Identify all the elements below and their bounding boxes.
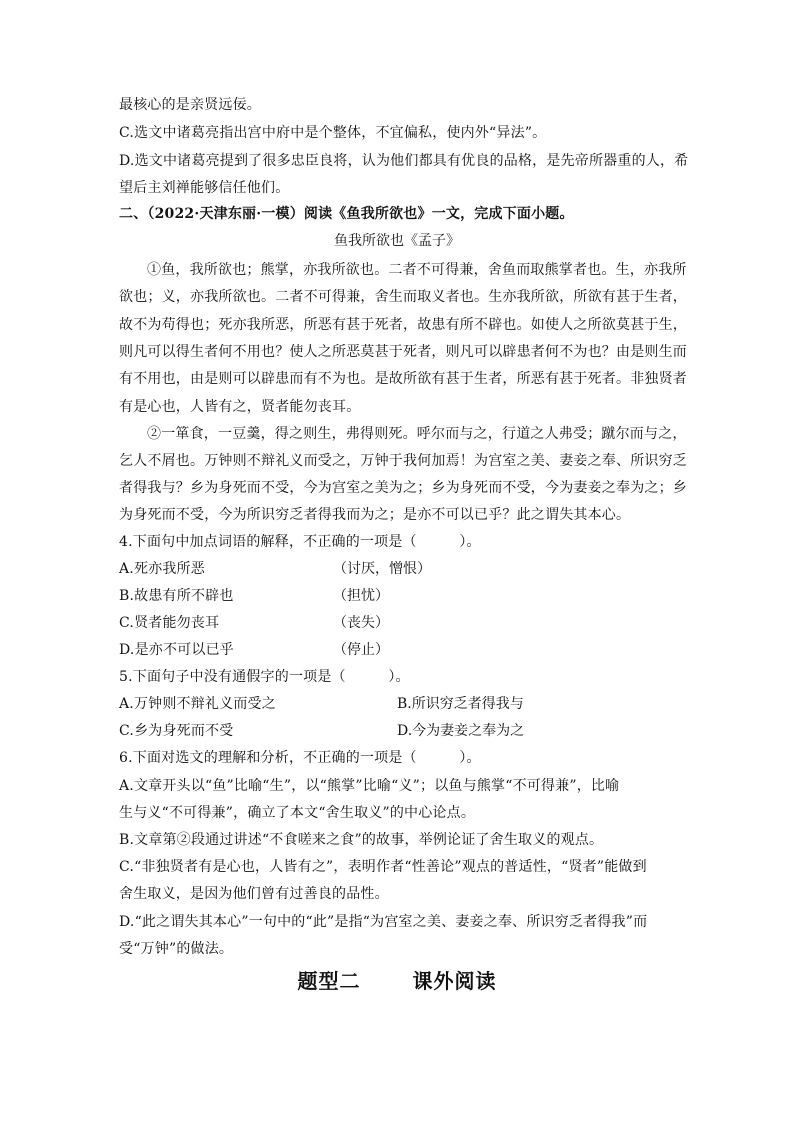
question-5-stem: 5.下面句子中没有通假字的一项是（ ）。 xyxy=(119,669,410,685)
question-6-option-d-line1: D.“此之谓失其本心”一句中的“此”是指“为宫室之美、妻妾之奉、所识穷乏者得我”而 xyxy=(119,914,648,930)
question-4-option-a-note: （讨厌，憎恨） xyxy=(333,561,431,577)
question-5-option-d: D.今为妻妾之奉为之 xyxy=(397,723,525,739)
prev-option-d-line1: D.选文中诸葛亮提到了很多忠臣良将，认为他们都具有优良的品格，是先帝所器重的人，希 xyxy=(119,153,689,169)
question-6-stem: 6.下面对选文的理解和分析，不正确的一项是（ ）。 xyxy=(119,750,481,766)
question-6-option-a-line2: 生与义“不可得兼”，确立了本文“舍生取义”的中心论点。 xyxy=(119,805,476,821)
prev-option-d-line2: 望后主刘禅能够信任他们。 xyxy=(119,180,290,196)
question-5-option-c: C.乡为身死而不受 xyxy=(119,723,234,739)
prev-option-c: C.选文中诸葛亮指出宫中府中是个整体，不宜偏私，使内外“异法”。 xyxy=(119,125,547,141)
question-4-option-d-note: （停止） xyxy=(333,642,389,658)
question-4-option-a: A.死亦我所恶 xyxy=(119,561,205,577)
section-title xyxy=(0,967,794,995)
question-5-option-a: A.万钟则不辩礼义而受之 xyxy=(119,696,276,712)
prev-option-b-continued: 最核心的是亲贤远佞。 xyxy=(119,97,261,113)
question-6-option-b: B.文章第②段通过讲述“不食嗟来之食”的故事，举例论证了舍生取义的观点。 xyxy=(119,832,604,848)
section-title-part2: 课外阅读 xyxy=(412,969,497,993)
section-title-part1: 题型二 xyxy=(297,969,361,993)
question-6-option-c-line1: C.“非独贤者有是心也，人皆有之”，表明作者“性善论”观点的普适性，“贤者”能做到 xyxy=(119,859,647,875)
question-4-option-c: C.贤者能勿丧耳 xyxy=(119,615,220,631)
passage-para2-line: 为身死而不受，今为所识穷乏者得我而为之；是亦不可以已乎？此之谓失其本心。 xyxy=(119,507,631,523)
passage-para1-line: 欲也；义，亦我所欲也。二者不可得兼，舍生而取义者也。生亦我所欲，所欲有甚于生者， xyxy=(119,289,687,305)
question-4-option-b-note: （担忧） xyxy=(333,588,389,604)
question-6-option-a-line1: A.文章开头以“鱼”比喻“生”，以“熊掌”比喻“义”；以鱼与熊掌“不可得兼”，比喻 xyxy=(119,778,620,794)
question-4-option-b: B.故患有所不辟也 xyxy=(119,588,234,604)
passage-para1-line: 有不用也，由是则可以辟患而有不为也。是故所欲有甚于生者，所恶有甚于死者。非独贤者 xyxy=(119,371,687,387)
passage-para2-line: 乞人不屑也。万钟则不辩礼义而受之，万钟于我何加焉！为宫室之美、妻妾之奉、所识穷乏 xyxy=(119,453,687,469)
passage-title: 鱼我所欲也《孟子》 xyxy=(334,233,460,249)
question-6-option-d-line2: 受“万钟”的做法。 xyxy=(119,941,234,957)
passage-para2-line: 者得我与？乡为身死而不受，今为宫室之美为之；乡为身死而不受，今为妻妾之奉为之；乡 xyxy=(119,480,687,496)
question-4-option-d: D.是亦不可以已乎 xyxy=(119,642,234,658)
question-4-option-c-note: （丧失） xyxy=(333,615,389,631)
question-4-stem: 4.下面句中加点词语的解释，不正确的一项是（ ）。 xyxy=(119,534,481,550)
passage-para1-line: 则凡可以得生者何不用也？使人之所恶莫甚于死者，则凡可以辟患者何不为也？由是则生而 xyxy=(119,344,687,360)
passage-para1-line: ①鱼，我所欲也；熊掌，亦我所欲也。二者不可得兼，舍鱼而取熊掌者也。生，亦我所 xyxy=(147,262,687,278)
passage-para1-line: 有是心也，人皆有之，贤者能勿丧耳。 xyxy=(119,399,361,415)
section-heading-reading: 二、（2022·天津东丽·一模）阅读《鱼我所欲也》一文，完成下面小题。 xyxy=(119,206,574,222)
passage-para2-line: ②一箪食，一豆羹，得之则生，弗得则死。呼尔而与之，行道之人弗受；蹴尔而与之， xyxy=(147,426,687,442)
question-6-option-c-line2: 舍生取义，是因为他们曾有过善良的品性。 xyxy=(119,886,389,902)
passage-para1-line: 故不为苟得也；死亦我所恶，所恶有甚于死者，故患有所不辟也。如使人之所欲莫甚于生， xyxy=(119,317,687,333)
question-5-option-b: B.所识穷乏者得我与 xyxy=(397,696,524,712)
